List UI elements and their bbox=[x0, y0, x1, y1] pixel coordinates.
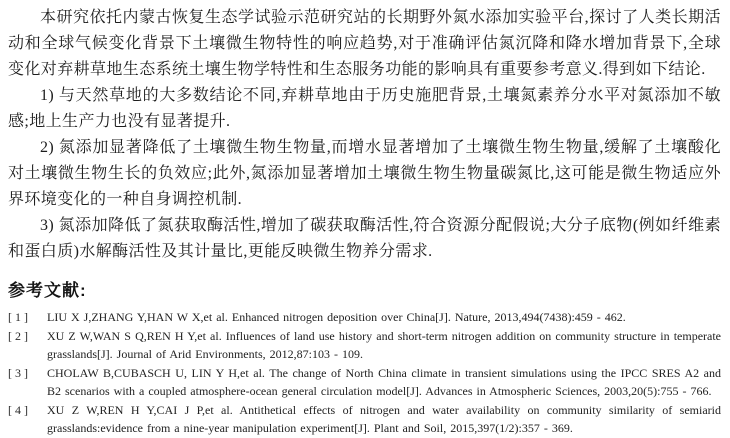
conclusion-point-1: 1) 与天然草地的大多数结论不同,弃耕草地由于历史施肥背景,土壤氮素养分水平对氮添加不敏感;地上生产力也没有显著提升. bbox=[8, 87, 721, 130]
references-list bbox=[8, 308, 721, 438]
conclusion-point-3: 3) 氮添加降低了氮获取酶活性,增加了碳获取酶活性,符合资源分配假说;大分子底物(例如纤维素和蛋白质)水解酶活性及其计量比,更能反映微生物养分需求. bbox=[8, 217, 721, 260]
reference-item bbox=[8, 364, 721, 401]
reference-citation: XU Z W,REN H Y,CAI J P,et al. Antithetical effects of nitrogen and water availability on community similarity of semiarid grasslands:evidence from a nine-year manipulation experiment[J]. Plant and Soil, 2015,397(1/2):357 - 369. bbox=[47, 402, 721, 435]
reference-citation: LIU X J,ZHANG Y,HAN W X,et al. Enhanced nitrogen deposition over China[J]. Nature, 2013,494(7438):459 - 462. bbox=[47, 310, 626, 324]
reference-number: [ 1 ] bbox=[8, 310, 28, 324]
reference-item bbox=[8, 401, 721, 438]
reference-citation: CHOLAW B,CUBASCH U, LIN Y H,et al. The change of North China climate in transient simulations using the IPCC SRES A2 and B2 scenarios with a coupled atmosphere-ocean general circulation model[J]. Advances in Atmospheric Sciences, 2003,20(5):755 - 766. bbox=[47, 365, 721, 398]
reference-number: [ 3 ] bbox=[8, 365, 28, 380]
conclusion-intro-paragraph: 本研究依托内蒙古恢复生态学试验示范研究站的长期野外氮水添加实验平台,探讨了人类长期活动和全球气候变化背景下土壤微生物特性的响应趋势,对于准确评估氮沉降和降水增加背景下,全球变化对弃耕草地生态系统土壤生物学特性和生态服务功能的影响具有重要参考意义.得到如下结论. bbox=[8, 9, 721, 78]
reference-item bbox=[8, 308, 721, 327]
conclusions-section bbox=[8, 5, 721, 265]
reference-item bbox=[8, 327, 721, 364]
conclusion-point-2: 2) 氮添加显著降低了土壤微生物生物量,而增水显著增加了土壤微生物生物量,缓解了土壤酸化对土壤微生物生长的负效应;此外,氮添加显著增加土壤微生物生物量碳氮比,这可能是微生物适应外界环境变化的一种自身调控机制. bbox=[8, 139, 721, 208]
reference-citation: XU Z W,WAN S Q,REN H Y,et al. Influences of land use history and short-term nitrogen addition on community structure in temperate grasslands[J]. Journal of Arid Environments, 2012,87:103 - 109. bbox=[47, 328, 721, 361]
reference-number: [ 2 ] bbox=[8, 328, 28, 343]
reference-number: [ 4 ] bbox=[8, 402, 28, 417]
references-heading: 参考文献: bbox=[8, 281, 87, 300]
